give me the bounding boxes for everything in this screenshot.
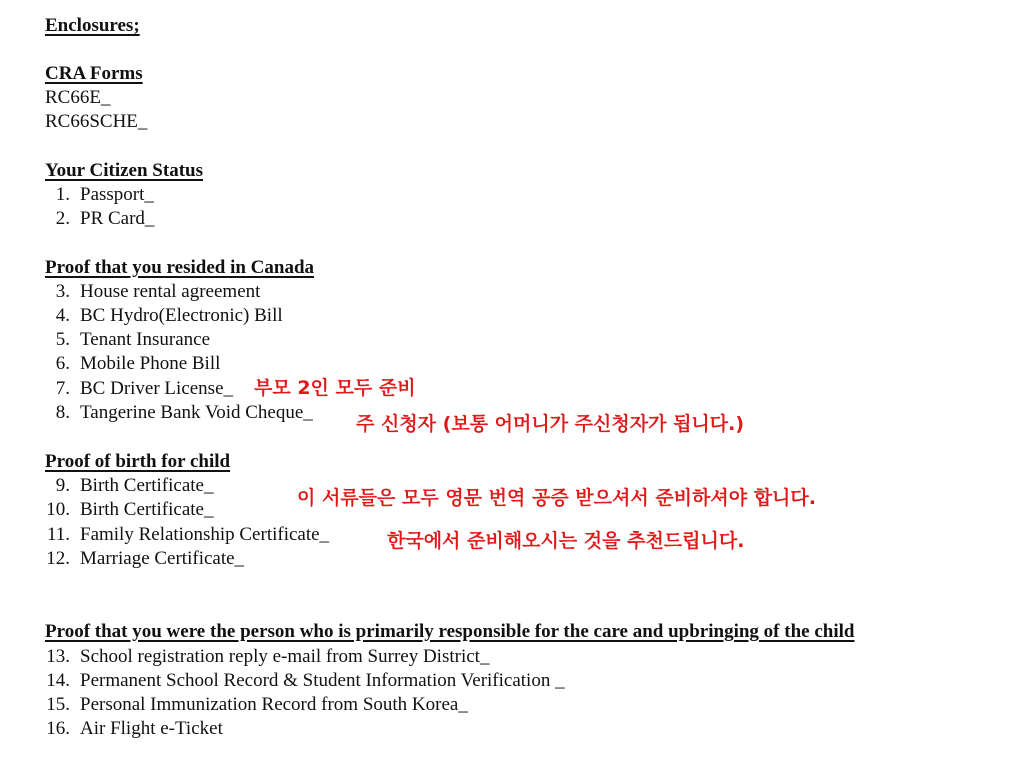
- item-text: Birth Certificate_: [80, 475, 214, 496]
- list-item: [40, 328, 210, 352]
- item-text: School registration reply e-mail from Surrey District_: [80, 646, 490, 667]
- item-text: Permanent School Record & Student Information Verification _: [80, 670, 565, 691]
- item-text: BC Driver License_: [80, 378, 234, 399]
- list-item: [40, 377, 233, 401]
- cra-form-item: RC66E_: [45, 87, 111, 108]
- list-item: [40, 523, 329, 547]
- item-text: Birth Certificate_: [80, 499, 214, 520]
- list-item: [40, 717, 223, 741]
- page-heading: Enclosures;: [45, 15, 140, 36]
- cra-forms-heading: CRA Forms: [45, 63, 143, 84]
- annotation-bank-cheque: 주 신청자 (보통 어머니가 주신청자가 됩니다.): [356, 413, 745, 435]
- item-text: House rental agreement: [80, 281, 261, 302]
- birth-heading: Proof of birth for child: [45, 451, 231, 472]
- item-number: 9.: [55, 475, 70, 496]
- item-number: 1.: [55, 184, 70, 205]
- list-item: [40, 183, 154, 207]
- annotation-driver-license: 부모 2인 모두 준비: [254, 377, 416, 399]
- item-text: Passport_: [80, 184, 154, 205]
- care-heading: Proof that you were the person who is primarily responsible for the care and upbringing of the child: [45, 621, 855, 642]
- item-number: 3.: [55, 281, 70, 302]
- list-item: [40, 207, 154, 231]
- item-number: 10.: [46, 499, 70, 520]
- item-number: 2.: [55, 208, 70, 229]
- item-text: Air Flight e-Ticket: [80, 718, 223, 739]
- item-number: 14.: [46, 670, 70, 691]
- item-number: 13.: [46, 646, 70, 667]
- item-number: 4.: [55, 305, 70, 326]
- list-item: [40, 669, 565, 693]
- list-item: [40, 401, 313, 425]
- item-number: 16.: [46, 718, 70, 739]
- list-item: [40, 474, 213, 498]
- cra-form-item: RC66SCHE_: [45, 111, 148, 132]
- list-item: [40, 498, 213, 522]
- item-number: 11.: [46, 524, 70, 545]
- item-text: Family Relationship Certificate_: [80, 524, 330, 545]
- list-item: [40, 304, 283, 328]
- citizen-status-heading: Your Citizen Status: [45, 160, 203, 181]
- item-text: Tenant Insurance: [80, 329, 211, 350]
- item-number: 6.: [55, 353, 70, 374]
- item-number: 7.: [55, 378, 70, 399]
- item-number: 5.: [55, 329, 70, 350]
- list-item: [40, 280, 260, 304]
- item-text: Mobile Phone Bill: [80, 353, 221, 374]
- annotation-korea-prep: 한국에서 준비해오시는 것을 추천드립니다.: [387, 530, 745, 552]
- list-item: [40, 693, 468, 717]
- residence-heading: Proof that you resided in Canada: [45, 257, 315, 278]
- item-number: 15.: [46, 694, 70, 715]
- item-text: Personal Immunization Record from South Korea_: [80, 694, 468, 715]
- item-text: Tangerine Bank Void Cheque_: [80, 402, 313, 423]
- list-item: [40, 352, 220, 376]
- item-text: PR Card_: [80, 208, 155, 229]
- item-number: 12.: [46, 548, 70, 569]
- item-text: Marriage Certificate_: [80, 548, 245, 569]
- item-number: 8.: [55, 402, 70, 423]
- annotation-translation: 이 서류들은 모두 영문 번역 공증 받으셔서 준비하셔야 합니다.: [297, 487, 816, 509]
- list-item: [40, 645, 489, 669]
- item-text: BC Hydro(Electronic) Bill: [80, 305, 283, 326]
- list-item: [40, 547, 244, 571]
